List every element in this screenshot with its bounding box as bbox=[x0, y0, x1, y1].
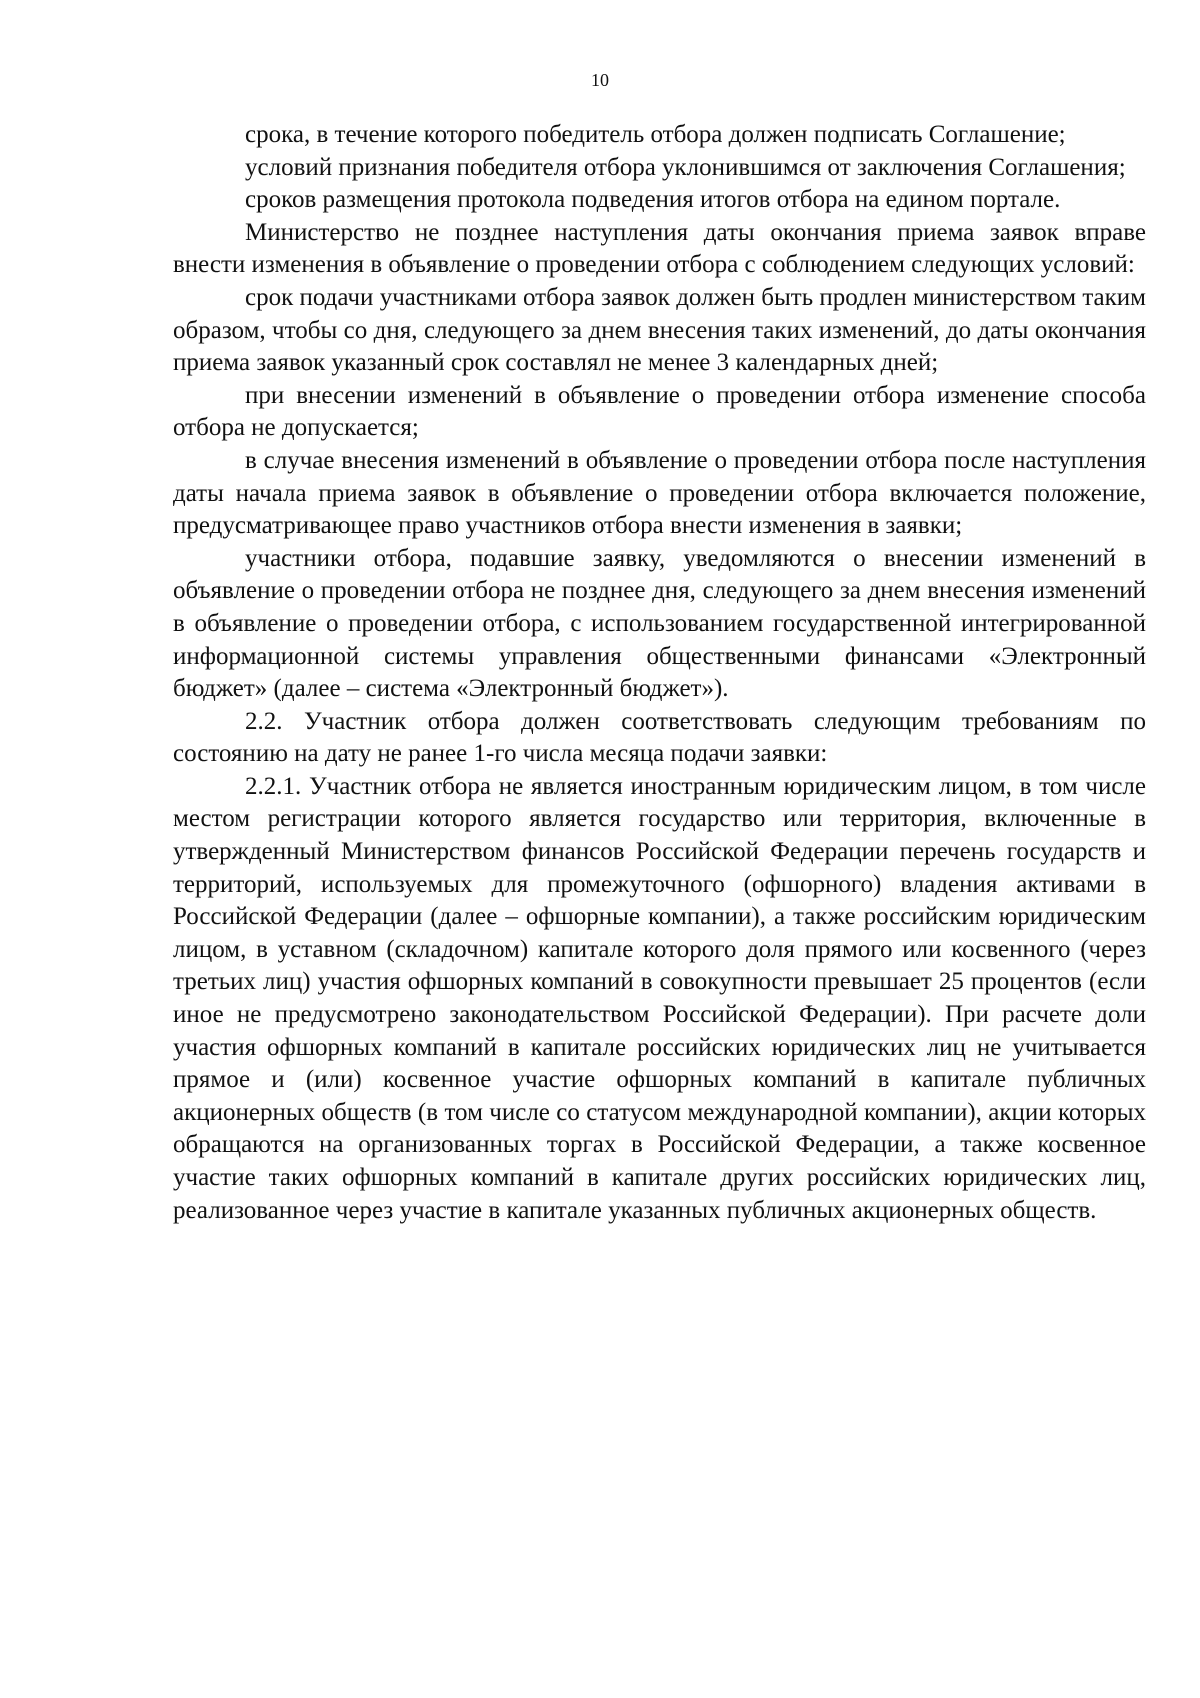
paragraph-6: при внесении изменений в объявление о проведении отбора изменение способа отбора не допускается; bbox=[173, 381, 1146, 442]
paragraph-7: в случае внесения изменений в объявление о проведении отбора после наступления даты начала приема заявок в объявление о проведении отбора включается положение, предусматривающее право участников отбора внести изменения в заявки; bbox=[173, 446, 1146, 540]
paragraph-3: сроков размещения протокола подведения итогов отбора на едином портале. bbox=[245, 186, 1061, 214]
paragraph-5: срок подачи участниками отбора заявок должен быть продлен министерством таким образом, чтобы со дня, следующего за днем внесения таких изменений, до даты окончания приема заявок указанный срок составлял не менее 3 календарных дней; bbox=[173, 283, 1146, 377]
document-body bbox=[173, 119, 1146, 1227]
paragraph-10: 2.2.1. Участник отбора не является иностранным юридическим лицом, в том числе местом регистрации которого является государство или территория, включенные в утвержденный Министерством финансов Российской Федерации перечень государств и территорий, используемых для промежуточного (офшорного) владения активами в Российской Федерации (далее – офшорные компании), а также российским юридическим лицом, в уставном (складочном) капитале которого доля прямого или косвенного (через третьих лиц) участия офшорных компаний в совокупности превышает 25 процентов (если иное не предусмотрено законодательством Российской Федерации). При расчете доли участия офшорных компаний в капитале российских юридических лиц не учитывается прямое и (или) косвенное участие офшорных компаний в капитале публичных акционерных обществ (в том числе со статусом международной компании), акции которых обращаются на организованных торгах в Российской Федерации, а также косвенное участие таких офшорных компаний в капитале других российских юридических лиц, реализованное через участие в капитале указанных публичных акционерных обществ. bbox=[173, 772, 1146, 1224]
paragraph-1: срока, в течение которого победитель отбора должен подписать Соглашение; bbox=[245, 121, 1066, 148]
paragraph-9: 2.2. Участник отбора должен соответствовать следующим требованиям по состоянию на дату не ранее 1-го числа месяца подачи заявки: bbox=[173, 707, 1146, 768]
page-number: 10 bbox=[591, 70, 609, 90]
paragraph-4: Министерство не позднее наступления даты окончания приема заявок вправе внести изменения в объявление о проведении отбора с соблюдением следующих условий: bbox=[173, 218, 1146, 279]
paragraph-2: условий признания победителя отбора уклонившимся от заключения Соглашения; bbox=[245, 153, 1126, 181]
paragraph-8: участники отбора, подавшие заявку, уведомляются о внесении изменений в объявление о проведении отбора не позднее дня, следующего за днем внесения изменений в объявление о проведении отбора, с использованием государственной интегрированной информационной системы управления общественными финансами «Электронный бюджет» (далее – система «Электронный бюджет»). bbox=[173, 544, 1146, 703]
